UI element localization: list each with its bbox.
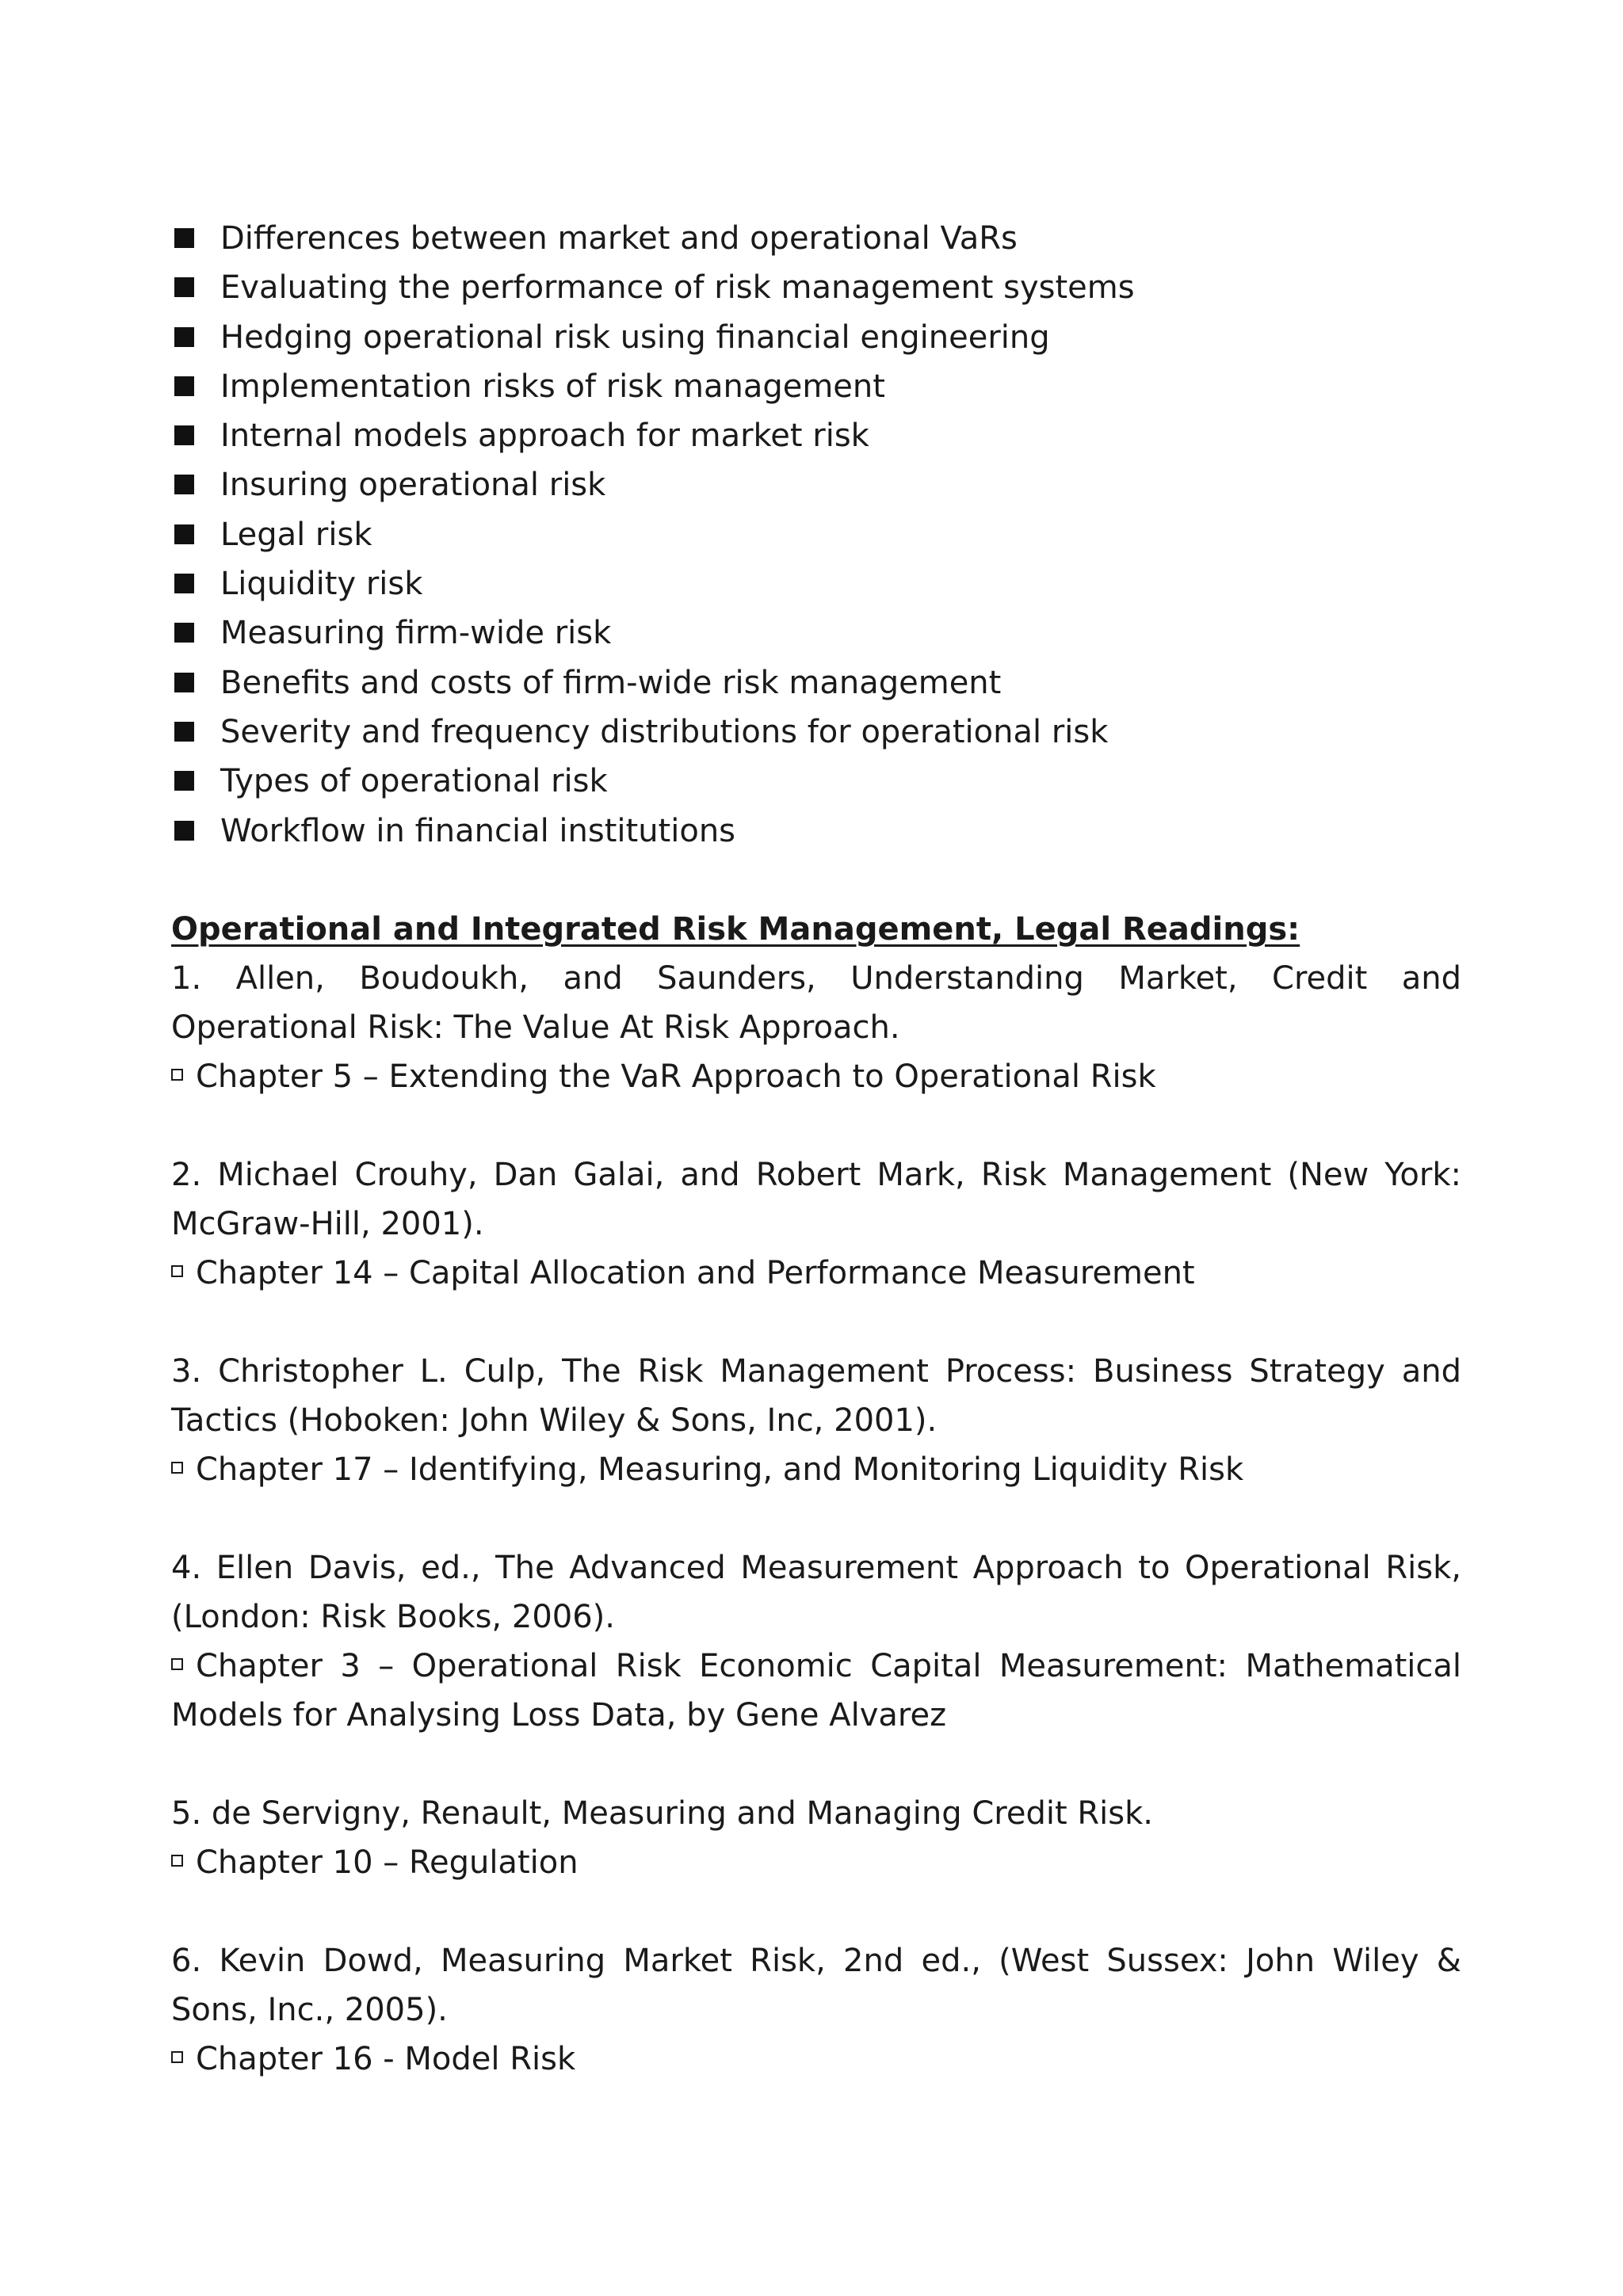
reading-entry (171, 1543, 1461, 1740)
topic-item (171, 313, 1461, 362)
chapter-text: Chapter 14 – Capital Allocation and Performance Measurement (196, 1254, 1195, 1291)
topic-item (171, 707, 1461, 757)
topic-text: Workflow in financial institutions (220, 812, 736, 849)
topic-text: Types of operational risk (220, 763, 608, 800)
square-bullet-icon (174, 623, 194, 643)
reading-chapter (171, 1838, 1461, 1887)
reading-chapter (171, 2035, 1461, 2084)
reading-entry (171, 1789, 1461, 1887)
chapter-text: Chapter 3 – Operational Risk Economic Capital Measurement: Mathematical Models for Analysing Loss Data, by Gene Alvarez (171, 1647, 1461, 1733)
topic-text: Legal risk (220, 516, 372, 553)
hollow-square-bullet-icon (171, 1069, 183, 1081)
topic-item (171, 559, 1461, 608)
square-bullet-icon (174, 673, 194, 692)
reading-chapter (171, 1052, 1461, 1101)
topic-text: Evaluating the performance of risk management systems (220, 269, 1135, 307)
topic-text: Liquidity risk (220, 566, 423, 603)
reading-reference: 5. de Servigny, Renault, Measuring and Managing Credit Risk. (171, 1794, 1154, 1832)
reading-entry (171, 1936, 1461, 2084)
topic-text: Hedging operational risk using financial engineering (220, 318, 1050, 356)
topic-text: Insuring operational risk (220, 467, 606, 504)
chapter-text: Chapter 16 - Model Risk (196, 2040, 576, 2077)
reading-chapter (171, 1249, 1461, 1298)
topic-item (171, 263, 1461, 312)
reading-entry (171, 1347, 1461, 1494)
topic-text: Severity and frequency distributions for operational risk (220, 713, 1109, 750)
square-bullet-icon (174, 475, 194, 494)
hollow-square-bullet-icon (171, 1658, 183, 1670)
topic-text: Measuring firm-wide risk (220, 615, 612, 652)
square-bullet-icon (174, 228, 194, 248)
reading-reference: 1. Allen, Boudoukh, and Saunders, Understanding Market, Credit and Operational Risk: The Value At Risk Approach. (171, 959, 1461, 1046)
square-bullet-icon (174, 524, 194, 544)
reading-reference: 4. Ellen Davis, ed., The Advanced Measurement Approach to Operational Risk, (London: Risk Books, 2006). (171, 1549, 1461, 1635)
topic-item (171, 510, 1461, 559)
reading-entry (171, 1150, 1461, 1298)
topic-item (171, 807, 1461, 856)
document-page (171, 214, 1461, 2084)
square-bullet-icon (174, 376, 194, 396)
reading-entry (171, 954, 1461, 1101)
square-bullet-icon (174, 821, 194, 841)
topic-item (171, 658, 1461, 707)
reading-chapter (171, 1445, 1461, 1494)
hollow-square-bullet-icon (171, 1855, 183, 1867)
reading-chapter (171, 1642, 1461, 1740)
topic-item (171, 460, 1461, 509)
reading-reference: 2. Michael Crouhy, Dan Galai, and Robert Mark, Risk Management (New York: McGraw-Hill, 2001). (171, 1156, 1461, 1242)
reading-reference: 6. Kevin Dowd, Measuring Market Risk, 2nd ed., (West Sussex: John Wiley & Sons, Inc., 2005). (171, 1942, 1461, 2028)
chapter-text: Chapter 5 – Extending the VaR Approach to Operational Risk (196, 1058, 1156, 1095)
topic-item (171, 411, 1461, 460)
square-bullet-icon (174, 722, 194, 742)
hollow-square-bullet-icon (171, 1462, 183, 1474)
topic-item (171, 608, 1461, 658)
topic-item (171, 757, 1461, 806)
section-heading: Operational and Integrated Risk Management, Legal Readings: (171, 910, 1300, 948)
square-bullet-icon (174, 277, 194, 297)
topic-item (171, 362, 1461, 411)
reading-reference: 3. Christopher L. Culp, The Risk Management Process: Business Strategy and Tactics (Hoboken: John Wiley & Sons, Inc, 2001). (171, 1352, 1461, 1439)
square-bullet-icon (174, 327, 194, 347)
chapter-text: Chapter 17 – Identifying, Measuring, and Monitoring Liquidity Risk (196, 1451, 1244, 1488)
square-bullet-icon (174, 425, 194, 445)
topic-item (171, 214, 1461, 263)
topic-text: Internal models approach for market risk (220, 418, 869, 455)
hollow-square-bullet-icon (171, 1265, 183, 1277)
topic-text: Differences between market and operational VaRs (220, 220, 1018, 257)
square-bullet-icon (174, 771, 194, 791)
hollow-square-bullet-icon (171, 2051, 183, 2063)
square-bullet-icon (174, 574, 194, 593)
topic-text: Implementation risks of risk management (220, 368, 885, 405)
topic-text: Benefits and costs of firm-wide risk management (220, 664, 1002, 701)
chapter-text: Chapter 10 – Regulation (196, 1844, 579, 1881)
topic-list (171, 214, 1461, 856)
